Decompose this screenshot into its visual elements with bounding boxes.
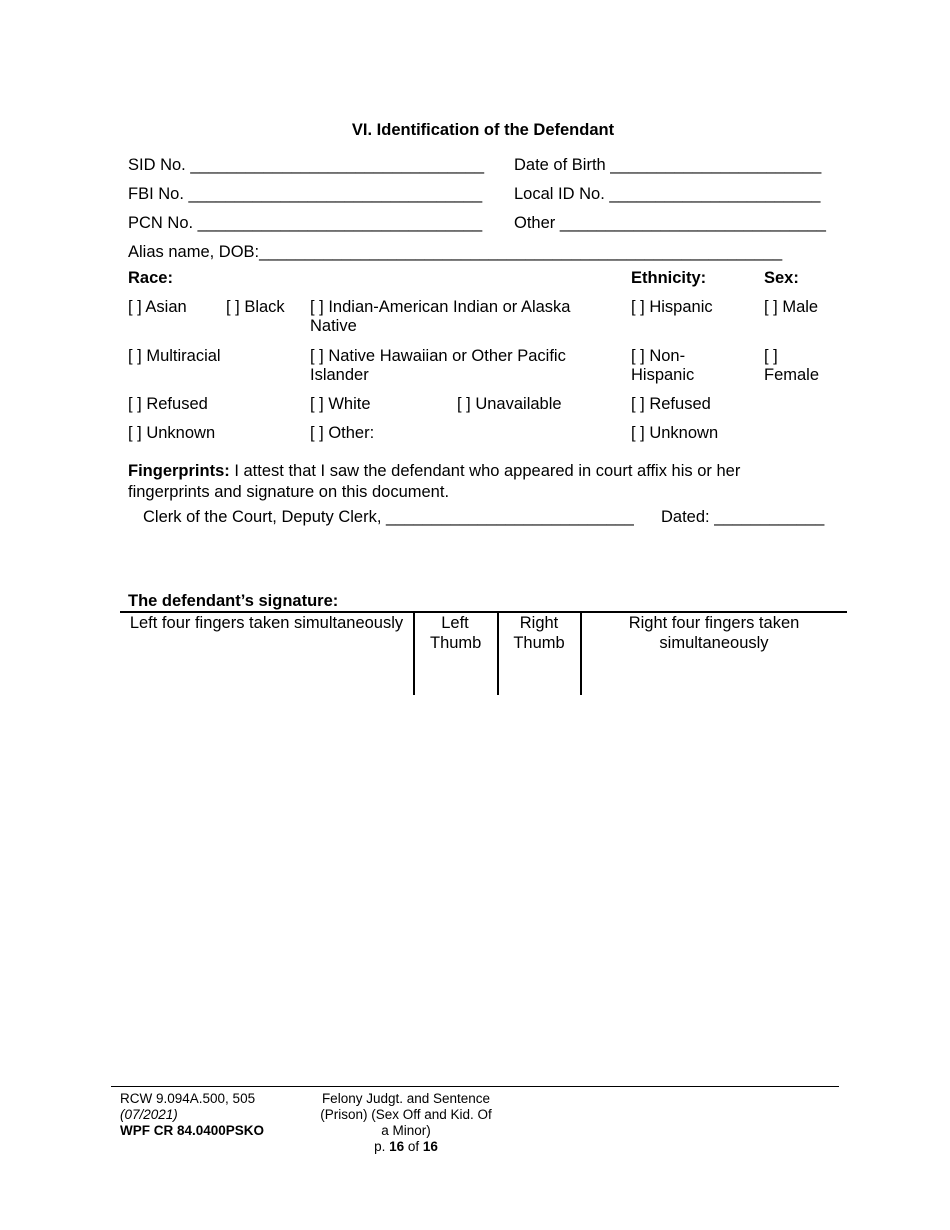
- footer-page-number: [318, 1139, 494, 1155]
- table-divider-1: [413, 612, 415, 695]
- fingerprints-label: Fingerprints:: [128, 462, 230, 480]
- signature-label: The defendant’s signature:: [128, 592, 339, 610]
- sex-female-checkbox[interactable]: [ ] Female: [764, 347, 820, 384]
- sid-field[interactable]: SID No. ________________________________: [128, 156, 484, 174]
- page-total: 16: [422, 1139, 438, 1154]
- left-thumb-cell[interactable]: Left Thumb: [430, 614, 482, 652]
- race-header: Race:: [128, 269, 173, 287]
- alias-field[interactable]: Alias name, DOB:_________________________________________________________: [128, 243, 783, 261]
- clerk-signature-line[interactable]: Clerk of the Court, Deputy Clerk, ___________________________: [143, 508, 634, 526]
- fingerprints-text: I attest that I saw the defendant who appeared in court affix his or her fingerprints and signature on this document.: [128, 462, 741, 501]
- footer-form-number: WPF CR 84.0400PSKO: [120, 1123, 265, 1138]
- page-current: 16: [389, 1139, 405, 1154]
- race-asian-checkbox[interactable]: [ ] Asian: [128, 298, 187, 316]
- sex-male-checkbox[interactable]: [ ] Male: [764, 298, 819, 316]
- race-white-checkbox[interactable]: [ ] White: [310, 395, 371, 413]
- sex-header: Sex:: [764, 269, 799, 287]
- ethnicity-non-hispanic-checkbox[interactable]: [ ] Non-Hispanic: [631, 347, 695, 384]
- race-unavailable-checkbox[interactable]: [ ] Unavailable: [457, 395, 562, 413]
- page-prefix: p.: [374, 1139, 390, 1154]
- race-hawaiian-checkbox[interactable]: [ ] Native Hawaiian or Other Pacific Islander: [310, 347, 566, 384]
- ethnicity-refused-checkbox[interactable]: [ ] Refused: [631, 395, 711, 413]
- race-refused-checkbox[interactable]: [ ] Refused: [128, 395, 208, 413]
- race-black-checkbox[interactable]: [ ] Black: [226, 298, 285, 316]
- pcn-field[interactable]: PCN No. _______________________________: [128, 214, 483, 232]
- footer-rule: [111, 1086, 839, 1087]
- dated-line[interactable]: Dated: ____________: [661, 508, 825, 526]
- ethnicity-unknown-checkbox[interactable]: [ ] Unknown: [631, 424, 719, 442]
- fbi-field[interactable]: FBI No. ________________________________: [128, 185, 483, 203]
- other-id-field[interactable]: Other _____________________________: [514, 214, 826, 232]
- section-title: VI. Identification of the Defendant: [351, 121, 615, 139]
- race-indian-checkbox[interactable]: [ ] Indian-American Indian or Alaska Native: [310, 298, 571, 335]
- local-id-field[interactable]: Local ID No. _______________________: [514, 185, 821, 203]
- ethnicity-header: Ethnicity:: [631, 269, 707, 287]
- left-four-fingers-cell[interactable]: Left four fingers taken simultaneously: [129, 614, 404, 632]
- fingerprints-attestation: [128, 461, 808, 503]
- footer-document-title: Felony Judgt. and Sentence (Prison) (Sex Off and Kid. Of a Minor): [320, 1091, 492, 1138]
- race-multiracial-checkbox[interactable]: [ ] Multiracial: [128, 347, 221, 365]
- page-of: of: [404, 1139, 423, 1154]
- footer-date: (07/2021): [120, 1107, 178, 1122]
- right-thumb-cell[interactable]: Right Thumb: [513, 614, 565, 652]
- race-unknown-checkbox[interactable]: [ ] Unknown: [128, 424, 216, 442]
- table-divider-3: [580, 612, 582, 695]
- ethnicity-hispanic-checkbox[interactable]: [ ] Hispanic: [631, 298, 713, 316]
- table-divider-2: [497, 612, 499, 695]
- race-other-checkbox[interactable]: [ ] Other:: [310, 424, 375, 442]
- dob-field[interactable]: Date of Birth _______________________: [514, 156, 822, 174]
- right-four-fingers-cell[interactable]: Right four fingers taken simultaneously: [628, 614, 800, 652]
- footer-rcw: RCW 9.094A.500, 505: [120, 1091, 256, 1106]
